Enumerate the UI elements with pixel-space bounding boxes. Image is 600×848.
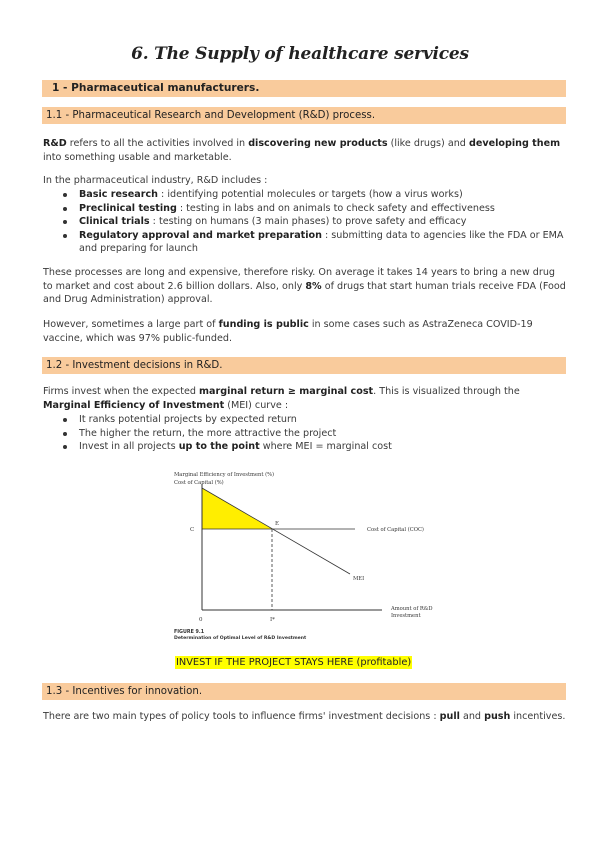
list-item: Basic research : identifying potential molecules or targets (how a virus works) <box>43 188 566 202</box>
paragraph-public-funding: However, sometimes a large part of funding is public in some cases such as AstraZeneca COVID-19 vaccine, which was 97% public-funded. <box>43 319 533 344</box>
c-label: C <box>190 527 195 533</box>
subsection-heading-1-3: 1.3 - Incentives for innovation. <box>42 683 566 700</box>
paragraph-rd-includes: In the pharmaceutical industry, R&D includes : <box>43 175 268 186</box>
list-item: Preclinical testing : testing in labs and on animals to check safety and effectiveness <box>43 202 566 216</box>
e-label: E <box>275 521 280 527</box>
paragraph-incentives: There are two main types of policy tools to influence firms' investment decisions : pull and push incentives. <box>43 711 566 722</box>
subsection-heading-1-1: 1.1 - Pharmaceutical Research and Development (R&D) process. <box>42 107 566 124</box>
x-axis-label-2: Investment <box>391 613 421 619</box>
invest-highlight-note: INVEST IF THE PROJECT STAYS HERE (profitable) <box>176 657 412 668</box>
y-axis-label-1: Marginal Efficiency of Investment (%) <box>174 472 275 478</box>
origin-label: 0 <box>199 617 203 623</box>
section-heading-1: 1 - Pharmaceutical manufacturers. <box>42 80 566 97</box>
list-item: Clinical trials : testing on humans (3 main phases) to prove safety and efficacy <box>43 215 566 229</box>
list-item: It ranks potential projects by expected return <box>43 413 566 427</box>
list-item: The higher the return, the more attractive the project <box>43 427 566 441</box>
subsection-heading-1-2: 1.2 - Investment decisions in R&D. <box>42 357 566 374</box>
paragraph-rd-definition: R&D refers to all the activities involved in discovering new products (like drugs) and developing them into something usable and marketable. <box>43 138 561 163</box>
coc-label: Cost of Capital (COC) <box>367 527 424 533</box>
figure-caption-1: FIGURE 9.1 <box>174 630 205 635</box>
paragraph-investment-rule: Firms invest when the expected marginal return ≥ marginal cost. This is visualized through the Marginal Efficiency of Investment (MEI) curve : <box>43 386 520 411</box>
x-axis-label-1: Amount of R&D <box>391 606 433 612</box>
page-title: 6. The Supply of healthcare services <box>131 44 469 64</box>
istar-label: I* <box>270 617 275 623</box>
paragraph-cost-risk: These processes are long and expensive, therefore risky. On average it takes 14 years to bring a new drug to market and cost about 2.6 billion dollars. Also, only 8% of drugs that start human trials receive FDA (Food and Drug Administration) approval. <box>43 267 566 306</box>
mei-curve <box>202 488 350 574</box>
list-item: Invest in all projects up to the point where MEI = marginal cost <box>43 440 566 454</box>
y-axis-label-2: Cost of Capital (%) <box>174 480 224 486</box>
figure-caption-2: Determination of Optimal Level of R&D Investment <box>174 636 307 641</box>
list-item: Regulatory approval and market preparation : submitting data to agencies like the FDA or EMA and preparing for launch <box>43 229 566 256</box>
mei-label: MEI <box>353 576 365 582</box>
